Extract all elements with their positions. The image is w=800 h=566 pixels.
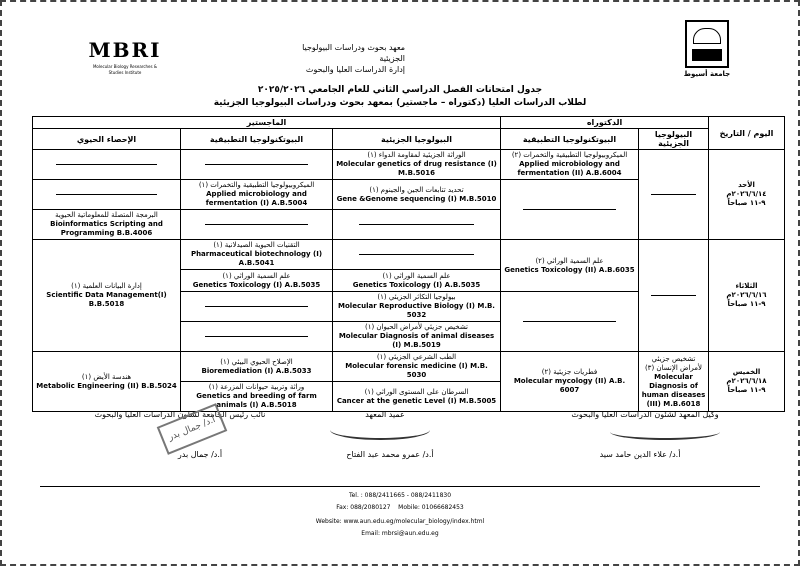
- header-phd: الدكتوراه: [501, 117, 709, 129]
- table-row: [33, 150, 785, 180]
- assiut-university-logo: [685, 20, 729, 68]
- institute-logo: MBRI Molecular Biology Researches & Studies Institute: [88, 38, 162, 75]
- table-row: [33, 352, 785, 382]
- header-msc-applied: البيوتكنولوجيا التطبيقية: [181, 129, 333, 150]
- exam-cell: الميكروبيولوجيا التطبيقية والتخمرات (٢) Applied microbiology and fermentation (II) A.B.6004: [501, 150, 639, 180]
- table-row: [33, 240, 785, 270]
- exam-cell: علم السمية الوراثي (٢) Genetics Toxicology (II) A.B.6035: [501, 240, 639, 292]
- dean-name: أ.د/ عمرو محمد عبد الفتاح: [346, 450, 434, 459]
- footer-website: Website: www.aun.edu.eg/molecular_biology/index.html: [315, 518, 485, 525]
- exam-cell: هندسة الأيض (١) Metabolic Engineering (II) B.B.5024: [33, 352, 181, 412]
- dean-signature: [330, 420, 430, 440]
- exam-cell: الطب الشرعي الجزيئي (١) Molecular forensic medicine (I) M.B. 5030: [333, 352, 501, 382]
- exam-cell: البرمجة المتصلة للمعلوماتية الحيوية Bioinformatics Scripting and Programming B.B.4006: [33, 210, 181, 240]
- empty-cell: [639, 240, 709, 352]
- exam-cell: الميكروبيولوجيا التطبيقية والتخمرات (١) Applied microbiology and fermentation (I) A.B.5004: [181, 180, 333, 210]
- vice-dean-name: أ.د/ علاء الدين حامد سيد: [599, 450, 681, 459]
- official-stamp: أ.د/ جمال بدر: [157, 403, 228, 455]
- header-msc-molecular: البيولوجيا الجزيئية: [333, 129, 501, 150]
- empty-cell: [181, 322, 333, 352]
- footer-fax-mobile: Fax: 088/2080127 Mobile: 01066682453: [336, 504, 464, 511]
- exam-cell: الوراثة الجزيئية لمقاومة الدواء (١) Molecular genetics of drug resistance (I) M.B.5016: [333, 150, 501, 180]
- schedule-title: جدول امتحانات الفصل الدراسي الثاني للعام الجامعي ٢٠٢٥/٢٠٢٦: [257, 85, 543, 95]
- vice-dean-signature: [610, 424, 720, 440]
- header-msc: الماجستير: [33, 117, 501, 129]
- empty-cell: [181, 210, 333, 240]
- header-phd-molecular: البيولوجيا الجزيئية: [639, 129, 709, 150]
- exam-cell: تشخيص جزيئي لأمراض الحيوان (١) Molecular Diagnosis of animal diseases (I) M.B.5019: [333, 322, 501, 352]
- university-name: جامعة أسيوط: [683, 70, 731, 78]
- empty-cell: [33, 180, 181, 210]
- dean-title: عميد المعهد: [365, 410, 405, 419]
- empty-cell: [181, 292, 333, 322]
- exam-cell: تحديد تتابعات الجين والجينوم (١) Gene &Genome sequencing (I) M.B.5010: [333, 180, 501, 210]
- empty-cell: [181, 150, 333, 180]
- empty-cell: [501, 292, 639, 352]
- exam-cell: علم السمية الوراثي (١) Genetics Toxicology (I) A.B.5035: [181, 270, 333, 292]
- university-header: [632, 20, 782, 79]
- vice-president-name: أ.د/ جمال بدر: [177, 450, 223, 459]
- header-msc-biostat: الإحصاء الحيوي: [33, 129, 181, 150]
- exam-cell: السرطان على المستوى الوراثي (١) Cancer at the genetic Level (I) M.B.5005: [333, 382, 501, 412]
- vice-president-title: نائب رئيس الجامعة لشئون الدراسات العليا والبحوث: [94, 410, 266, 419]
- exam-cell: تشخيص جزيئي لأمراض الإنسان (٣) Molecular Diagnosis of human diseases (III) M.B.6018: [639, 352, 709, 412]
- exam-cell: التقنيات الحيوية الصيدلانية (١) Pharmaceutical biotechnology (I) A.B.5041: [181, 240, 333, 270]
- empty-cell: [333, 240, 501, 270]
- day-cell-tuesday: الثلاثاء ٢٠٢٦/٦/١٦م ٩-١١ صباحاً: [709, 240, 785, 352]
- header-phd-applied: البيوتكنولوجيا التطبيقية: [501, 129, 639, 150]
- day-cell-sunday: الأحد ٢٠٢٦/٦/١٤م ٩-١١ صباحاً: [709, 150, 785, 240]
- exam-cell: الإصلاح الحيوي البيئي (١) Bioremediation (I) A.B.5033: [181, 352, 333, 382]
- empty-cell: [33, 150, 181, 180]
- exam-cell: إدارة البيانات العلمية (١) Scientific Data Management(I) B.B.5018: [33, 240, 181, 352]
- exam-cell: فطريات جزيئية (٢) Molecular mycology (II) A.B. 6007: [501, 352, 639, 412]
- schedule-subtitle: لطلاب الدراسات العليا (دكتوراه – ماجستير) بمعهد بحوث ودراسات البيولوجيا الجزيئية: [213, 98, 587, 108]
- exam-cell: وراثة وتربية حيوانات المزرعة (١) Genetics and breeding of farm animals (I) A.B.5018: [181, 382, 333, 412]
- footer-tel: Tel. : 088/2411665 - 088/2411830: [348, 492, 452, 499]
- empty-cell: [333, 210, 501, 240]
- header-day-date: اليوم / التاريخ: [709, 117, 785, 150]
- exam-cell: بيولوجيا التكاثر الجزيئي (١) Molecular Reproductive Biology (I) M.B. 5032: [333, 292, 501, 322]
- footer-email: Email: mbrsi@aun.edu.eg: [361, 530, 439, 537]
- empty-cell: [501, 180, 639, 240]
- vice-dean-title: وكيل المعهد لشئون الدراسات العليا والبحوث: [571, 410, 719, 419]
- footer-divider: [40, 486, 760, 487]
- institute-name: معهد بحوث ودراسات البيولوجيا الجزيئية إدارة الدراسات العليا والبحوث: [302, 43, 405, 74]
- exam-schedule-table: [32, 116, 785, 412]
- day-cell-thursday: الخميس ٢٠٢٦/٦/١٨م ٩-١١ صباحاً: [709, 352, 785, 412]
- empty-cell: [639, 150, 709, 240]
- exam-cell: علم السمية الوراثي (١) Genetics Toxicology (I) A.B.5035: [333, 270, 501, 292]
